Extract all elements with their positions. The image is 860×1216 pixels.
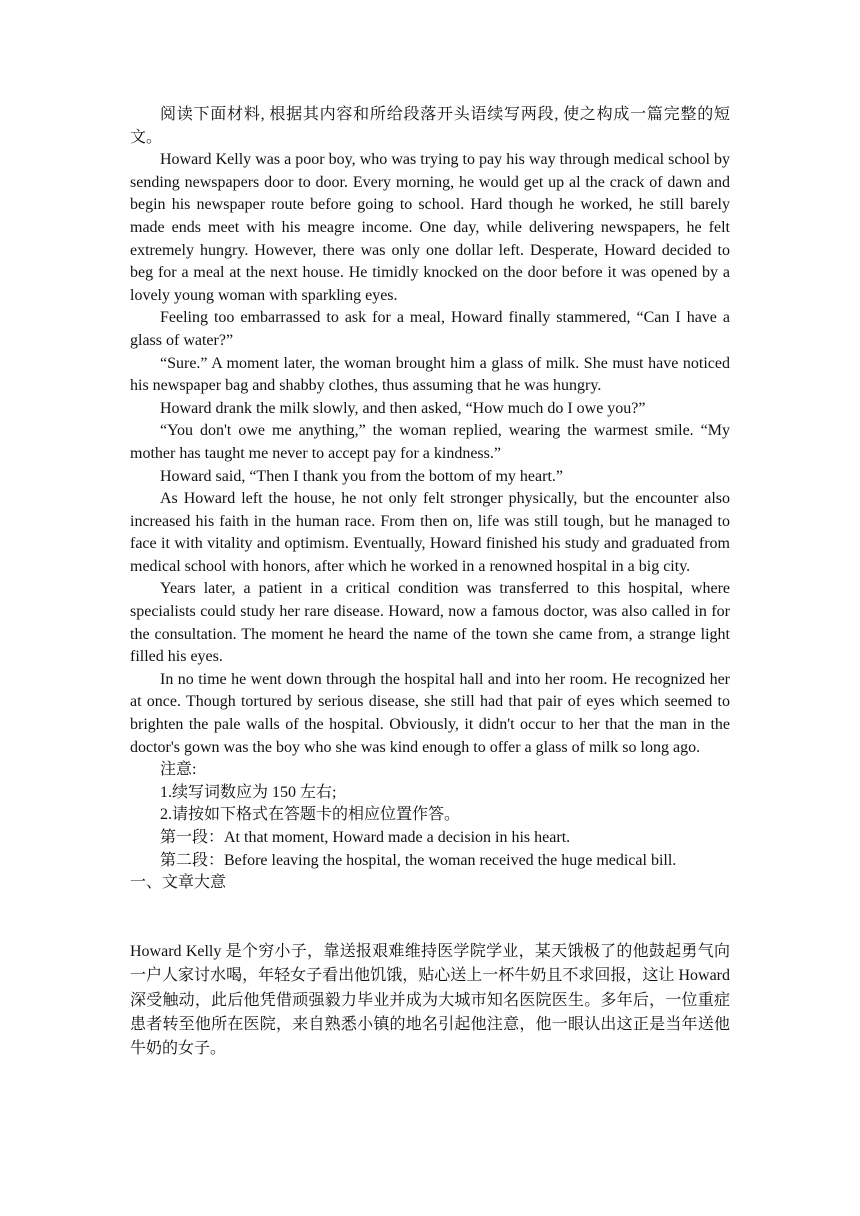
- notes-item: 1.续写词数应为 150 左右;: [160, 783, 337, 801]
- section-heading: 一、文章大意: [130, 874, 227, 892]
- story-paragraph: As Howard left the house, he not only felt stronger physically, but the encounter also increased his faith in the human race. From then on, life was still tough, but he managed to face it with vitality and optimism. Eventually, Howard finished his study and graduated from medical school with honors, after which he worked in a renowned hospital in a big city.: [130, 490, 730, 575]
- story-paragraph: “You don't owe me anything,” the woman replied, wearing the warmest smile. “My mother has taught me never to accept pay for a kindness.”: [130, 422, 730, 462]
- story-paragraph: In no time he went down through the hospital hall and into her room. He recognized her at once. Though tortured by serious disease, she still had that pair of eyes which seemed to brighten the pale walls of the hospital. Obviously, it didn't occur to her that the man in the doctor's gown was the boy who she was kind enough to offer a glass of milk so long ago.: [130, 670, 730, 756]
- notes-item: 2.请按如下格式在答题卡的相应位置作答。: [160, 806, 461, 824]
- spacer: [130, 895, 730, 940]
- story-paragraph: Howard Kelly was a poor boy, who was trying to pay his way through medical school by sending newspapers door to door. Every morning, he would get up al the crack of dawn and begin his newspaper route before going to school. Hard though he worked, he still barely made ends meet with his meagre income. One day, while delivering newspapers, he felt extremely hungry. However, there was only one dollar left. Desperate, Howard decided to beg for a meal at the next house. He timidly knocked on the door before it was opened by a lovely young woman with sparkling eyes.: [130, 151, 730, 304]
- story-paragraph: “Sure.” A moment later, the woman brought him a glass of milk. She must have noticed his newspaper bag and shabby clothes, thus assuming that he was hungry.: [130, 354, 730, 395]
- story-paragraph: Howard said, “Then I thank you from the bottom of my heart.”: [160, 467, 563, 485]
- paragraph-one-opening: 第一段：At that moment, Howard made a decision in his heart.: [160, 829, 571, 846]
- document-page: [130, 104, 730, 1062]
- story-paragraph: Years later, a patient in a critical condition was transferred to this hospital, where specialists could study her rare disease. Howard, now a famous doctor, was also called in for the consultation. The moment he heard the name of the town she came from, a strange light filled his eyes.: [130, 580, 730, 666]
- instruction-text: 阅读下面材料, 根据其内容和所给段落开头语续写两段, 使之构成一篇完整的短文。: [130, 106, 730, 146]
- summary-text: Howard Kelly 是个穷小子，靠送报艰难维持医学院学业，某天饿极了的他鼓起勇气向一户人家讨水喝，年轻女子看出他饥饿，贴心送上一杯牛奶且不求回报，这让 Howard 深受触动，此后他凭借顽强毅力毕业并成为大城市知名医院医生。多年后，一位重症患者转至他所在医院，来自熟悉小镇的地名引起他注意，他一眼认出这正是当年送他牛奶的女子。: [130, 942, 730, 1058]
- paragraph-two-opening: 第二段：Before leaving the hospital, the woman received the huge medical bill.: [160, 851, 677, 869]
- story-paragraph: Howard drank the milk slowly, and then asked, “How much do I owe you?”: [160, 399, 646, 417]
- notes-label: 注意:: [160, 761, 197, 779]
- story-paragraph: Feeling too embarrassed to ask for a meal, Howard finally stammered, “Can I have a glass of water?”: [130, 309, 730, 349]
